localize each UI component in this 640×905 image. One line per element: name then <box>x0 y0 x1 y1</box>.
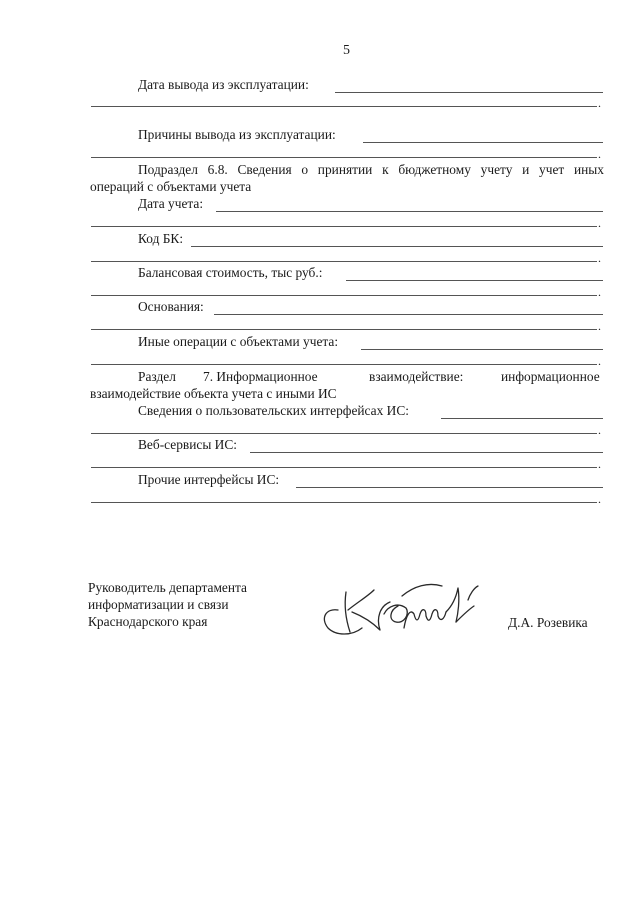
grounds-line-2 <box>91 329 597 330</box>
decommission-reasons-label: Причины вывода из эксплуатации: <box>138 127 336 142</box>
page-number: 5 <box>343 43 350 58</box>
subsection-6-8-heading-cont: операций с объектами учета <box>90 179 252 194</box>
decommission-date-label: Дата вывода из эксплуатации: <box>138 77 309 92</box>
web-services-line <box>250 452 603 453</box>
accounting-date-line-2 <box>91 226 597 227</box>
decommission-date-line-2 <box>91 106 597 107</box>
decommission-reasons-line-2 <box>91 157 597 158</box>
decommission-reasons-line <box>363 142 603 143</box>
other-operations-line <box>361 349 603 350</box>
line-end-mark: . <box>598 319 601 333</box>
section-7-word-1: Раздел <box>138 369 176 384</box>
section-7-word-3: взаимодействие: <box>369 369 464 384</box>
user-interfaces-line-2 <box>91 433 597 434</box>
book-value-line-2 <box>91 295 597 296</box>
subsection-6-8-heading: Подраздел 6.8. Сведения о принятии к бюджетному учету и учет иных <box>138 162 604 177</box>
bk-code-label: Код БК: <box>138 231 184 246</box>
book-value-line <box>346 280 603 281</box>
section-7-word-4: информационное <box>501 369 600 384</box>
grounds-line <box>214 314 603 315</box>
user-interfaces-label: Сведения о пользовательских интерфейсах ИС: <box>138 403 409 418</box>
signatory-title-line-1: Руководитель департамента <box>88 580 247 595</box>
bk-code-line <box>191 246 603 247</box>
other-interfaces-label: Прочие интерфейсы ИС: <box>138 472 280 487</box>
line-end-mark: . <box>598 216 601 230</box>
bk-code-line-2 <box>91 261 597 262</box>
signatory-title-line-3: Краснодарского края <box>88 614 208 629</box>
section-7-word-2: 7. Информационное <box>203 369 318 384</box>
line-end-mark: . <box>598 354 601 368</box>
line-end-mark: . <box>598 285 601 299</box>
web-services-line-2 <box>91 467 597 468</box>
signer-name: Д.А. Розевика <box>508 615 588 630</box>
other-interfaces-line <box>296 487 603 488</box>
user-interfaces-line <box>441 418 603 419</box>
signatory-title-line-2: информатизации и связи <box>88 597 229 612</box>
handwritten-signature <box>318 566 494 646</box>
decommission-date-line <box>335 92 603 93</box>
accounting-date-label: Дата учета: <box>138 196 204 211</box>
line-end-mark: . <box>598 251 601 265</box>
line-end-mark: . <box>598 423 601 437</box>
other-interfaces-line-2 <box>91 502 597 503</box>
line-end-mark: . <box>598 147 601 161</box>
line-end-mark: . <box>598 457 601 471</box>
other-operations-label: Иные операции с объектами учета: <box>138 334 339 349</box>
line-end-mark: . <box>598 492 601 506</box>
book-value-label: Балансовая стоимость, тыс руб.: <box>138 265 323 280</box>
other-operations-line-2 <box>91 364 597 365</box>
accounting-date-line <box>216 211 603 212</box>
web-services-label: Веб-сервисы ИС: <box>138 437 237 452</box>
section-7-heading-cont: взаимодействие объекта учета с иными ИС <box>90 386 337 401</box>
grounds-label: Основания: <box>138 299 204 314</box>
line-end-mark: . <box>598 96 601 110</box>
